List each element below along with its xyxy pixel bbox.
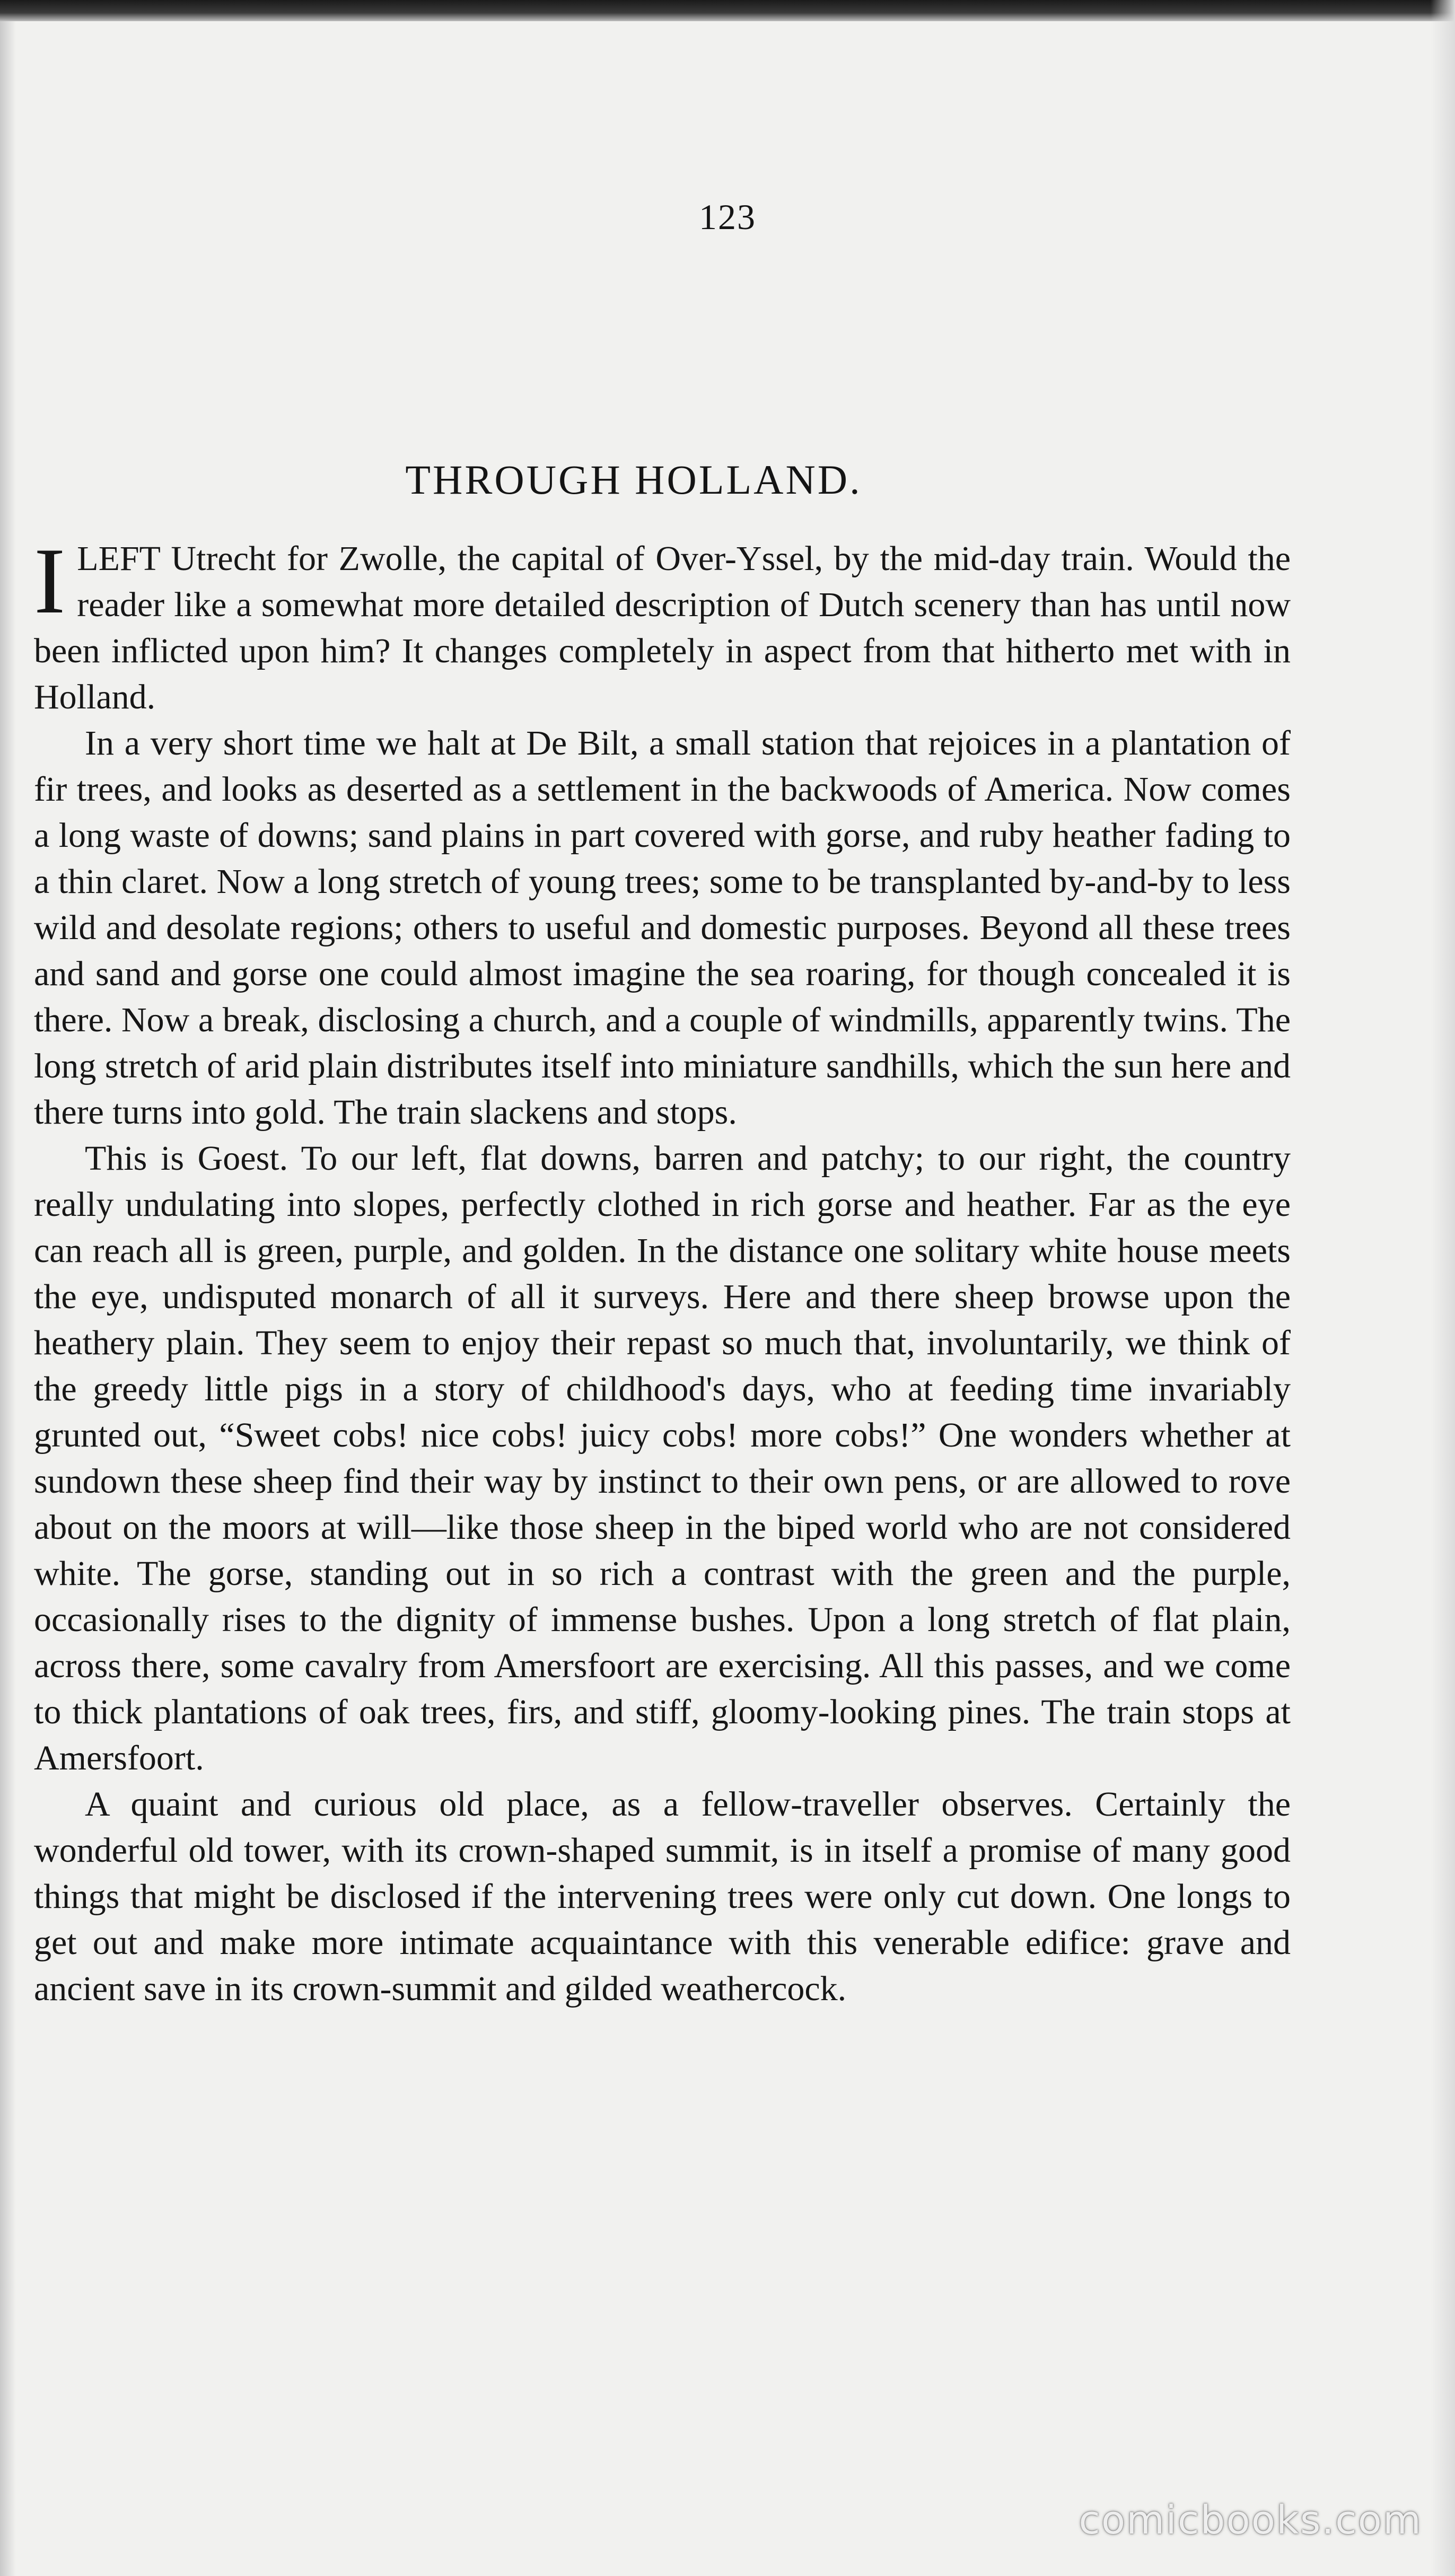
paragraph-1-text: LEFT Utrecht for Zwolle, the capital of Over-Yssel, by the mid-day train. Would the reader like a somewhat more detailed description of Dutch scenery than has until now been inflicted upon him? It changes completely in aspect from that hitherto met with in Holland. bbox=[34, 539, 1291, 716]
paragraph-1 bbox=[34, 528, 1291, 720]
article-title: THROUGH HOLLAND. bbox=[405, 457, 862, 503]
paragraph-4: A quaint and curious old place, as a fellow-traveller observes. Certainly the wonderful old tower, with its crown-shaped summit, is in itself a promise of many good things that might be disclosed if the intervening trees were only cut down. One longs to get out and make more intimate acquaintance with this venerable edifice: grave and ancient save in its crown-summit and gilded weathercock. bbox=[34, 1785, 1291, 2008]
drop-cap: I bbox=[34, 528, 66, 633]
page-top-edge-shadow bbox=[0, 0, 1455, 21]
paragraph-3: This is Goest. To our left, flat downs, barren and patchy; to our right, the country really undulating into slopes, perfectly clothed in rich gorse and heather. Far as the eye can reach all is green, purple, and golden. In the distance one solitary white house meets the eye, undisputed monarch of all it surveys. Here and there sheep browse upon the heathery plain. They seem to enjoy their repast so much that, involuntarily, we think of the greedy little pigs in a story of childhood's days, who at feeding time invariably grunted out, “Sweet cobs! nice cobs! juicy cobs! more cobs!” One wonders whether at sundown these sheep find their way by instinct to their own pens, or are allowed to rove about on the moors at will—like those sheep in the biped world who are not considered white. The gorse, standing out in so rich a contrast with the green and the purple, occasionally rises to the dignity of immense bushes. Upon a long stretch of flat plain, across there, some cavalry from Amersfoort are exercising. All this passes, and we come to thick plantations of oak trees, firs, and stiff, gloomy-looking pines. The train stops at Amersfoort. bbox=[34, 1139, 1291, 1777]
article-body bbox=[34, 528, 1291, 2012]
page-number: 123 bbox=[699, 197, 756, 237]
page-right-edge bbox=[1431, 0, 1455, 2576]
watermark: comicbooks.com bbox=[1079, 2498, 1422, 2543]
page-gutter-shadow bbox=[0, 21, 16, 2576]
paragraph-2: In a very short time we halt at De Bilt, a small station that rejoices in a plantation of fir trees, and looks as deserted as a settlement in the backwoods of America. Now comes a long waste of downs; sand plains in part covered with gorse, and ruby heather fading to a thin claret. Now a long stretch of young trees; some to be transplanted by-and-by to less wild and desolate regions; others to useful and domestic purposes. Beyond all these trees and sand and gorse one could almost imagine the sea roaring, for though concealed it is there. Now a break, disclosing a church, and a couple of windmills, apparently twins. The long stretch of arid plain distributes itself into miniature sandhills, which the sun here and there turns into gold. The train slackens and stops. bbox=[34, 724, 1291, 1132]
